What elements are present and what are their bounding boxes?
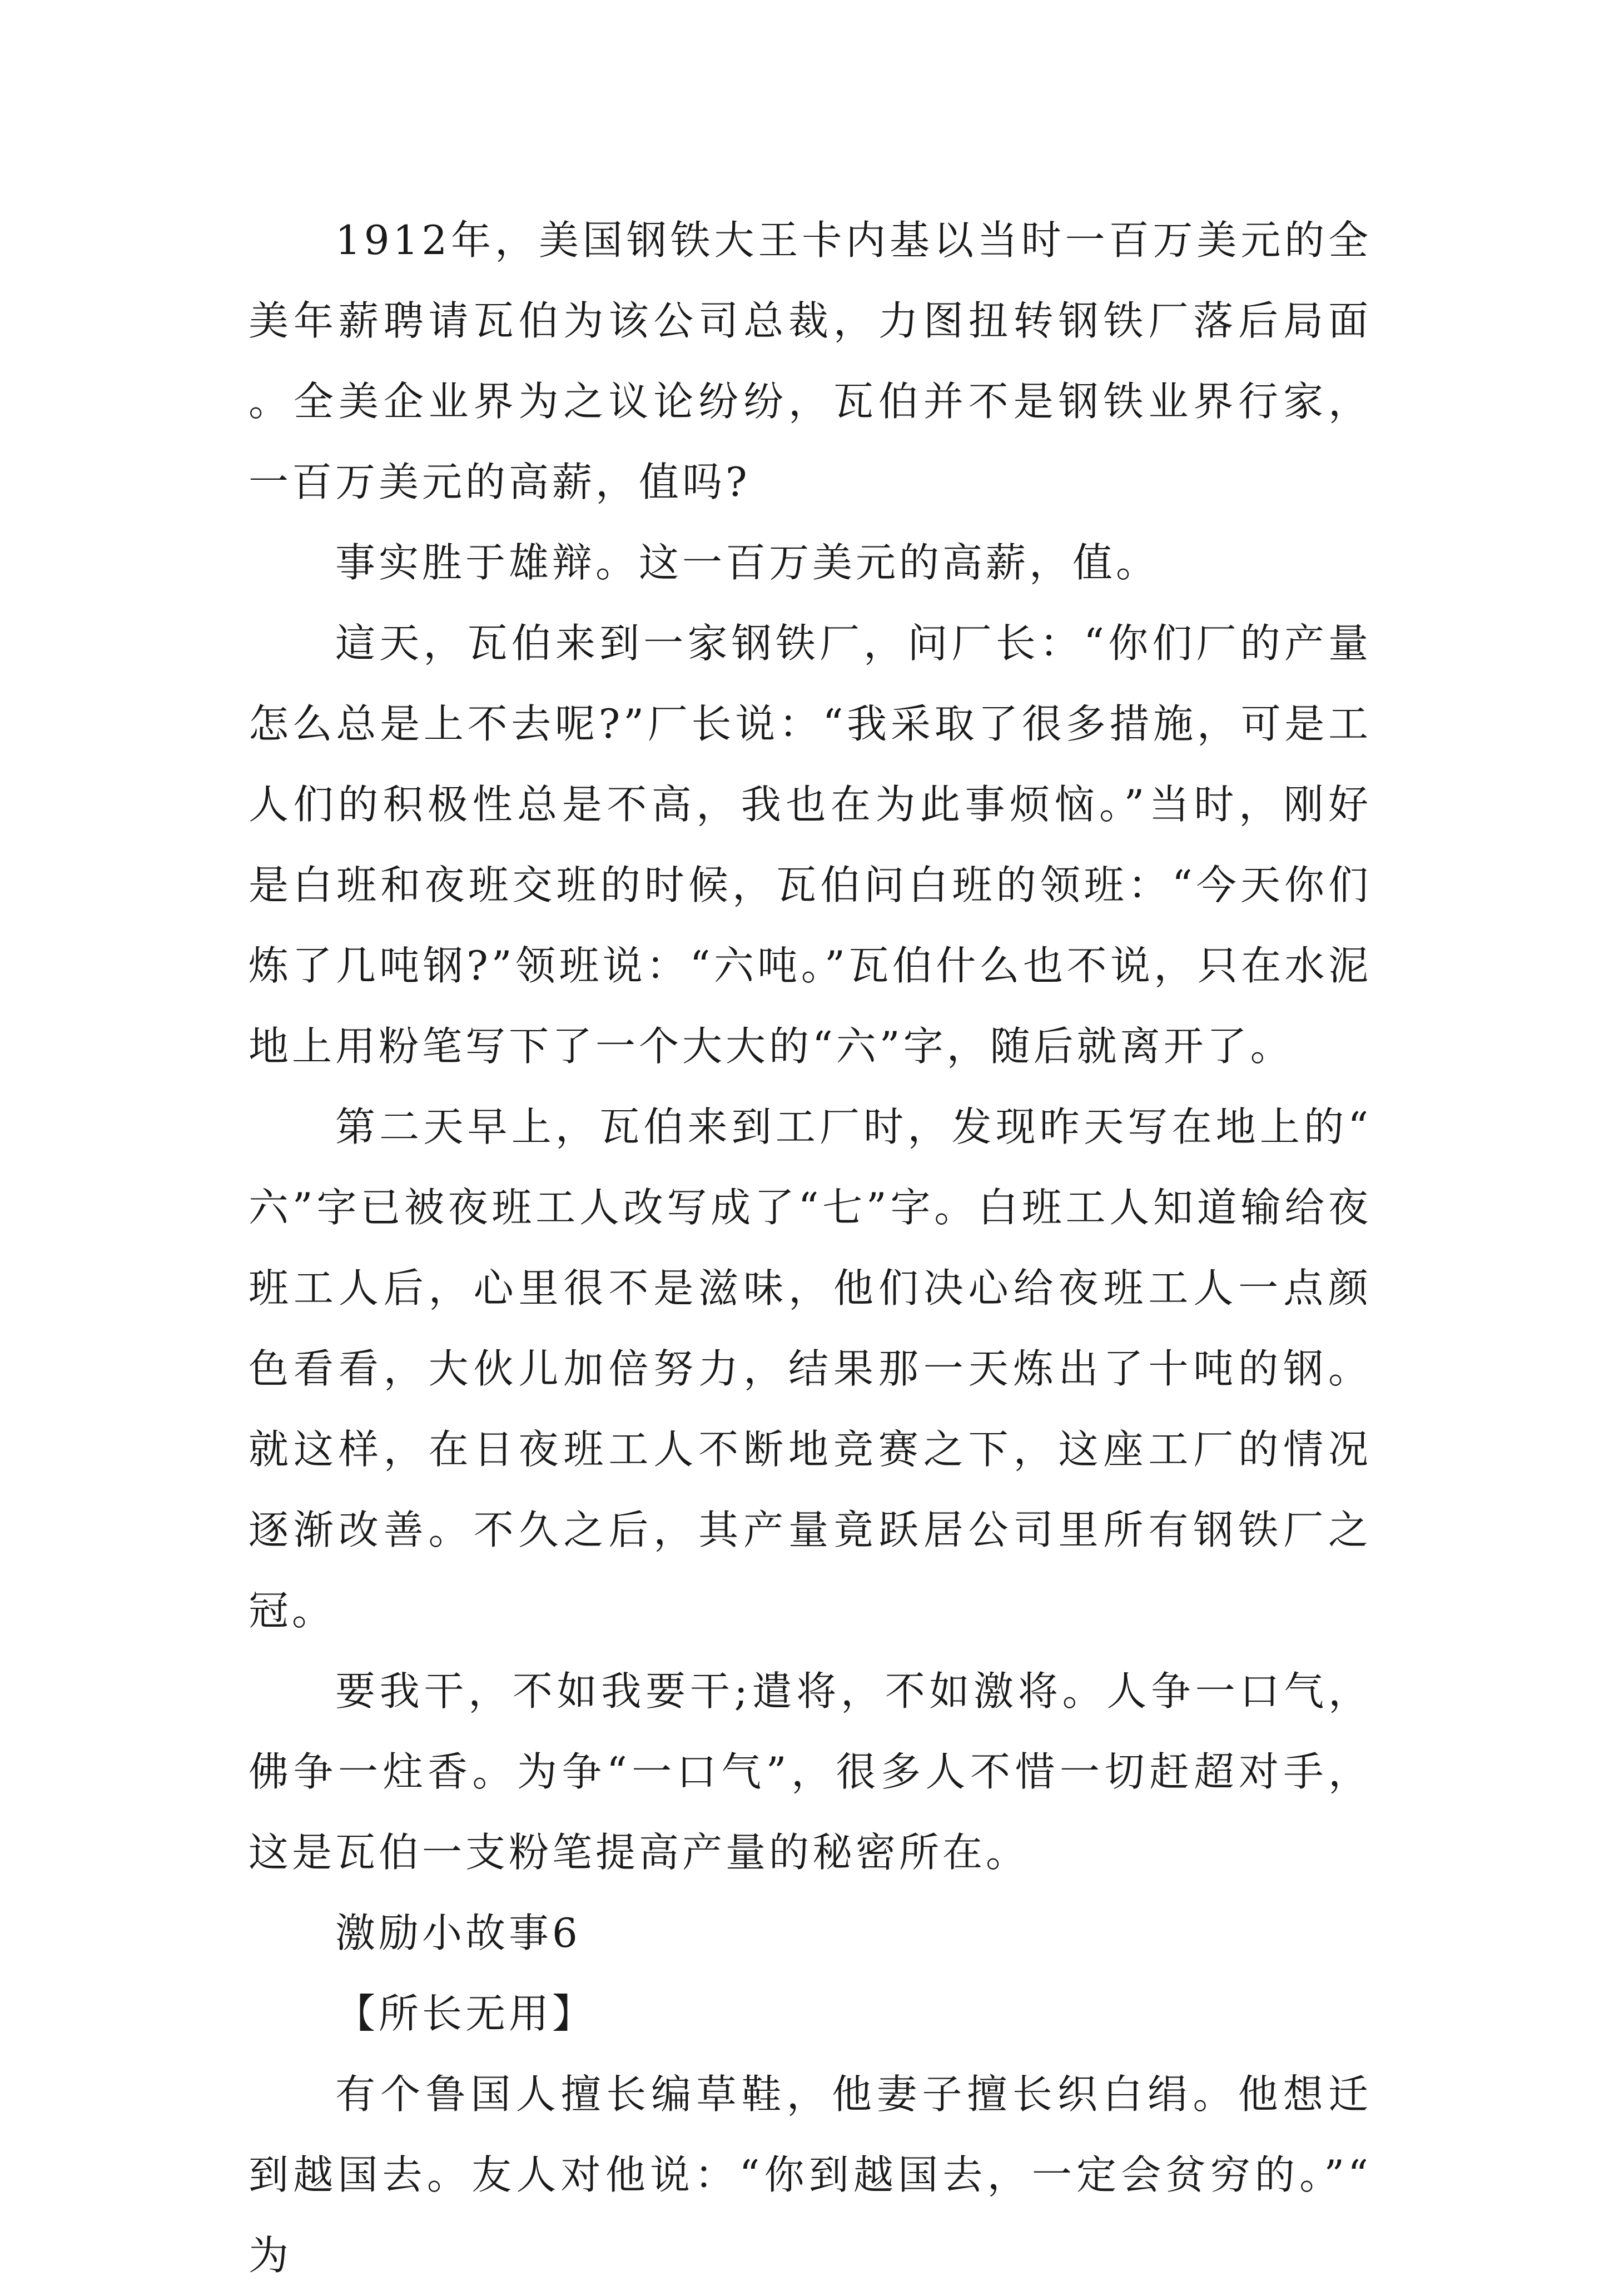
document-body — [249, 200, 1372, 2296]
paragraph-carnegie-hires-schwab: 1912年，美国钢铁大王卡内基以当时一百万美元的全美年薪聘请瓦伯为该公司总裁，力图扭转钢铁厂落后局面。全美企业界为之议论纷纷，瓦伯并不是钢铁业界行家，一百万美元的高薪，值吗? — [249, 217, 1372, 505]
paragraph-lu-man: 有个鲁国人擅长编草鞋，他妻子擅长织白绢。他想迁到越国去。友人对他说：“你到越国去，一定会贫穷的。”“为 — [249, 2071, 1372, 2279]
story-heading: 激励小故事6 — [335, 1910, 581, 1956]
paragraph-visit-steel-mill: 這天，瓦伯来到一家钢铁厂，问厂长：“你们厂的产量怎么总是上不去呢?”厂长说：“我采取了很多措施，可是工人们的积极性总是不高，我也在为此事烦恼。”当时，刚好是白班和夜班交班的时候，瓦伯问白班的领班：“今天你们炼了几吨钢?”领班说：“六吨。”瓦伯什么也不说，只在水泥地上用粉笔写下了一个大大的“六”字，随后就离开了。 — [249, 620, 1372, 1070]
story-title: 【所长无用】 — [335, 1990, 596, 2037]
paragraph-next-morning: 第二天早上，瓦伯来到工厂时，发现昨天写在地上的“六”字已被夜班工人改写成了“七”字。白班工人知道输给夜班工人后，心里很不是滋味，他们决心给夜班工人一点颜色看看，大伙儿加倍努力，结果那一天炼出了十吨的钢。就这样，在日夜班工人不断地竞赛之下，这座工厂的情况逐渐改善。不久之后，其产量竟跃居公司里所有钢铁厂之冠。 — [249, 1104, 1372, 1634]
paragraph-moral: 要我干，不如我要干;遣将，不如激将。人争一口气，佛争一炷香。为争“一口气”，很多人不惜一切赶超对手，这是瓦伯一支粉笔提高产量的秘密所在。 — [249, 1668, 1372, 1876]
paragraph-facts-speak: 事实胜于雄辩。这一百万美元的高薪，值。 — [335, 539, 1160, 586]
